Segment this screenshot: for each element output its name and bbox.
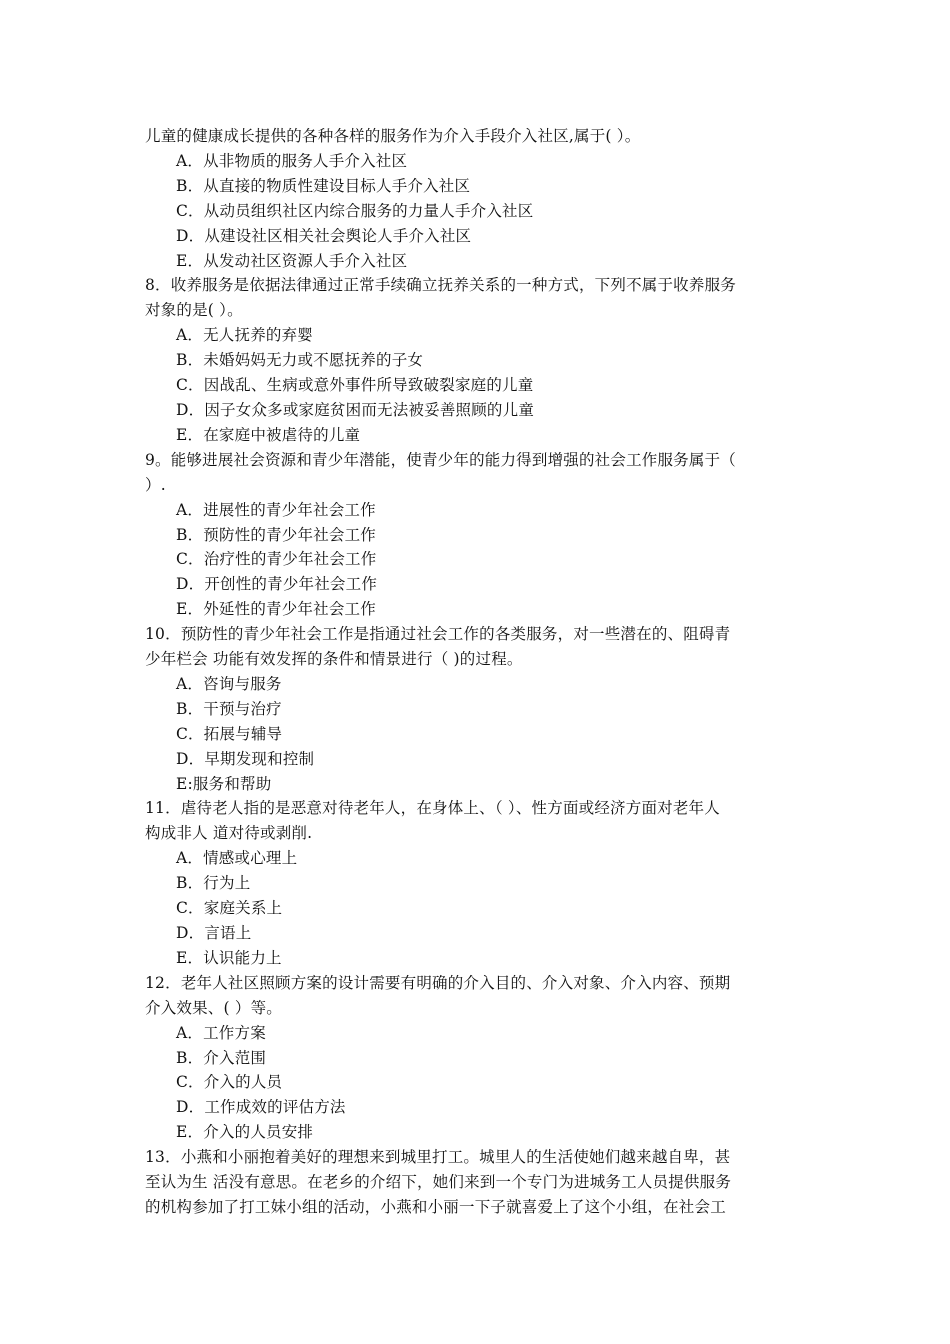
answer-option: A．无人抚养的弃婴 <box>176 326 313 345</box>
question-text-line: 至认为生 活没有意思。在老乡的介绍下，她们来到一个专门为进城务工人员提供服务 <box>145 1173 732 1192</box>
answer-option: B．未婚妈妈无力或不愿抚养的子女 <box>176 351 424 370</box>
answer-option: B．预防性的青少年社会工作 <box>176 525 376 544</box>
answer-option: D．言语上 <box>176 924 252 942</box>
answer-option: C．家庭关系上 <box>176 899 283 918</box>
question-text-line: 12．老年人社区照顾方案的设计需要有明确的介入目的、介入对象、介入内容、预期 <box>145 973 731 992</box>
answer-option: A．咨询与服务 <box>176 674 282 693</box>
answer-option: C．从动员组织社区内综合服务的力量人手介入社区 <box>176 201 534 220</box>
answer-option: D．早期发现和控制 <box>176 749 315 768</box>
answer-option: D．从建设社区相关社会舆论人手介入社区 <box>176 226 472 245</box>
question-text-line: 13．小燕和小丽抱着美好的理想来到城里打工。城里人的生活使她们越来越自卑，甚 <box>145 1148 731 1167</box>
answer-option: A．从非物质的服务人手介入社区 <box>176 151 408 170</box>
question-text-line: 的机构参加了打工妹小组的活动，小燕和小丽一下子就喜爱上了这个小组，在社会工 <box>145 1197 726 1216</box>
answer-option: C．介入的人员 <box>176 1073 283 1092</box>
answer-option: A．进展性的青少年社会工作 <box>176 500 376 519</box>
answer-option: B．介入范围 <box>176 1048 267 1067</box>
question-text-line: 8．收养服务是依据法律通过正常手续确立抚养关系的一种方式，下列不属于收养服务 <box>145 276 736 295</box>
answer-option: B．从直接的物质性建设目标人手介入社区 <box>176 176 471 195</box>
document-body <box>145 124 785 1220</box>
answer-option: D．工作成效的评估方法 <box>176 1098 346 1117</box>
question-text-line: 构成非人 道对待或剥削. <box>145 824 313 843</box>
question-text-line: 11．虐待老人指的是恶意对待老年人，在身体上、（ ）、性方面或经济方面对老年人 <box>145 799 720 818</box>
answer-option: E．认识能力上 <box>176 948 282 967</box>
question-text-line: 对象的是( ）。 <box>145 301 243 320</box>
question-block <box>145 273 785 447</box>
answer-option: D．因子女众多或家庭贫困而无法被妥善照顾的儿童 <box>176 400 535 419</box>
answer-option: C．因战乱、生病或意外事件所导致破裂家庭的儿童 <box>176 376 534 395</box>
question-block <box>145 1145 785 1220</box>
answer-option: B．行为上 <box>176 874 251 893</box>
answer-option: B．干预与治疗 <box>176 699 282 718</box>
question-text-line: 少年栏会 功能有效发挥的条件和情景进行（ )的过程。 <box>145 650 523 669</box>
answer-option: A．工作方案 <box>176 1023 266 1042</box>
question-block <box>145 124 785 273</box>
question-block <box>145 796 785 970</box>
question-text-line: 儿童的健康成长提供的各种各样的服务作为介入手段介入社区,属于( ）。 <box>145 127 641 145</box>
question-text-line: 介入效果、( ）等。 <box>145 998 282 1017</box>
answer-option: C．治疗性的青少年社会工作 <box>176 550 377 569</box>
answer-option: E．外延性的青少年社会工作 <box>176 600 376 619</box>
question-text-line: ）. <box>145 475 166 494</box>
question-text-line: 9。能够进展社会资源和青少年潜能，使青少年的能力得到增强的社会工作服务属于（ <box>145 450 736 469</box>
answer-option: E．介入的人员安排 <box>176 1123 314 1142</box>
answer-option: A．情感或心理上 <box>176 849 298 868</box>
answer-option: E．从发动社区资源人手介入社区 <box>176 251 408 270</box>
question-text-line: 10．预防性的青少年社会工作是指通过社会工作的各类服务，对一些潜在的、阻碍青 <box>145 625 731 644</box>
question-block <box>145 971 785 1145</box>
question-block <box>145 622 785 796</box>
answer-option: E:服务和帮助 <box>176 774 272 793</box>
answer-option: D．开创性的青少年社会工作 <box>176 575 378 594</box>
question-block <box>145 448 785 622</box>
answer-option: E．在家庭中被虐待的儿童 <box>176 425 361 444</box>
answer-option: C．拓展与辅导 <box>176 724 283 743</box>
